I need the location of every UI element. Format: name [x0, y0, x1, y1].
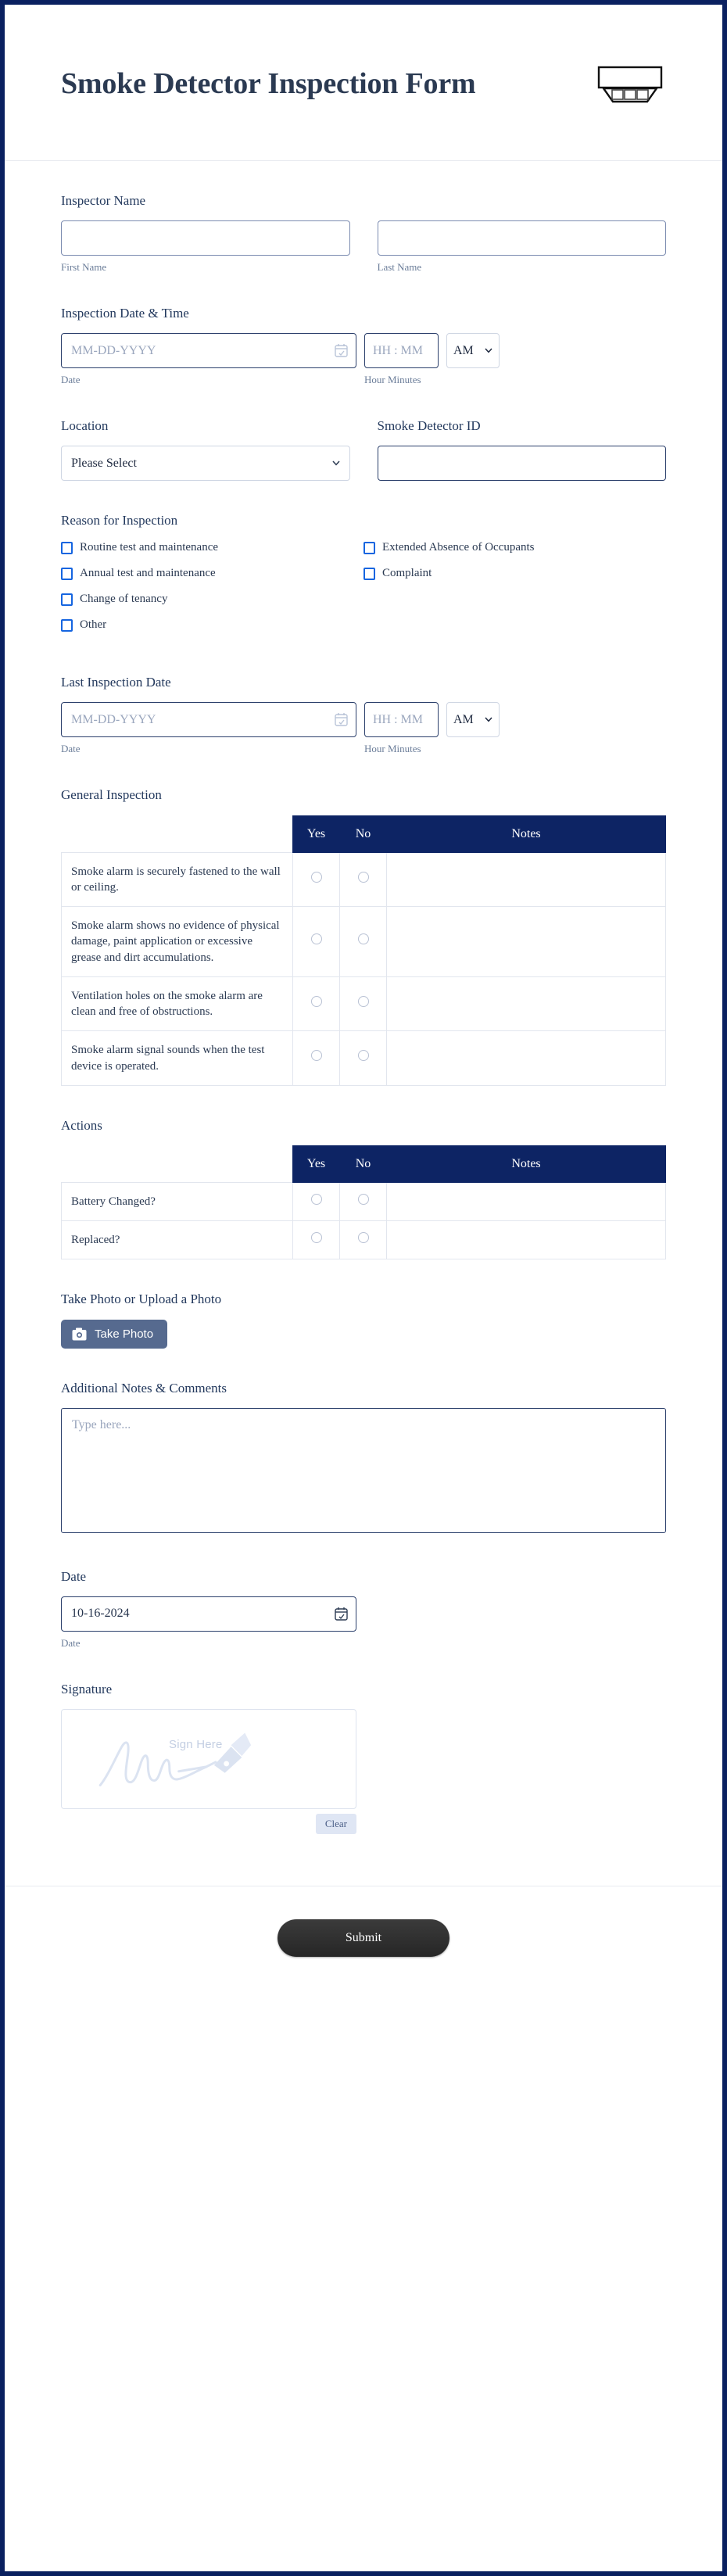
general-inspection-label: General Inspection	[61, 787, 162, 803]
table-row	[62, 852, 666, 907]
row-item-label: Smoke alarm signal sounds when the test device is operated.	[62, 1031, 293, 1086]
last-inspection-ampm-value: AM	[453, 712, 474, 726]
table-header-row	[62, 815, 666, 852]
inspection-ampm-select[interactable]	[446, 333, 500, 368]
last-inspection-time-sublabel: Hour Minutes	[364, 743, 421, 755]
row-item-label: Smoke alarm shows no evidence of physical damage, paint application or excessive grease and dirt accumulations.	[62, 907, 293, 977]
checkbox-routine-test[interactable]	[61, 540, 364, 555]
smoke-detector-icon	[594, 66, 666, 103]
header-no: No	[340, 815, 387, 852]
field-additional-notes	[61, 1380, 666, 1537]
inspection-date-sublabel: Date	[61, 374, 81, 386]
field-inspector-name	[61, 192, 666, 274]
signature-scribble-icon	[62, 1710, 356, 1808]
row-item-label: Ventilation holes on the smoke alarm are clean and free of obstructions.	[62, 976, 293, 1031]
row-yes-cell[interactable]	[293, 976, 340, 1031]
date-field-label: Date	[61, 1568, 87, 1584]
last-inspection-row	[61, 702, 666, 737]
last-inspection-sublabels	[61, 737, 666, 755]
checkbox-complaint[interactable]	[364, 566, 666, 581]
checkbox-box[interactable]	[364, 568, 375, 580]
checkbox-box[interactable]	[364, 542, 375, 554]
date-field-wrap	[61, 1596, 356, 1632]
general-inspection-tbody	[62, 852, 666, 1085]
signature-pad[interactable]	[61, 1709, 356, 1809]
detector-id-col	[378, 417, 667, 481]
field-inspection-datetime	[61, 305, 666, 386]
signature-clear-row	[61, 1814, 356, 1834]
row-no-cell[interactable]	[340, 1031, 387, 1086]
radio-yes[interactable]	[311, 872, 322, 883]
take-photo-button[interactable]	[61, 1320, 167, 1349]
signature-clear-button[interactable]: Clear	[316, 1814, 356, 1834]
location-detector-row	[61, 417, 666, 481]
row-notes-cell[interactable]	[387, 1031, 666, 1086]
checkbox-label: Annual test and maintenance	[80, 567, 216, 580]
logo-wrap	[580, 66, 666, 103]
last-name-col	[378, 220, 667, 274]
row-no-cell[interactable]	[340, 1182, 387, 1220]
table-row	[62, 1182, 666, 1220]
last-inspection-label: Last Inspection Date	[61, 675, 171, 690]
row-notes-cell[interactable]	[387, 907, 666, 977]
field-location-detector	[61, 417, 666, 481]
checkbox-label: Routine test and maintenance	[80, 541, 219, 554]
checkbox-label: Extended Absence of Occupants	[382, 541, 535, 554]
chevron-down-icon	[485, 348, 492, 353]
form-body	[5, 161, 722, 1886]
field-last-inspection-date	[61, 674, 666, 755]
checkbox-change-of-tenancy[interactable]	[61, 592, 364, 607]
last-inspection-ampm-select[interactable]	[446, 702, 500, 737]
form-header	[5, 5, 722, 161]
inspection-time-input[interactable]	[364, 333, 439, 368]
checkbox-extended-absence[interactable]	[364, 540, 666, 555]
header-notes: Notes	[387, 815, 666, 852]
radio-no[interactable]	[358, 1194, 369, 1205]
actions-label: Actions	[61, 1117, 102, 1133]
last-inspection-time-input[interactable]	[364, 702, 439, 737]
last-inspection-date-wrap	[61, 702, 356, 737]
form-footer	[5, 1886, 722, 2004]
header-yes: Yes	[293, 1145, 340, 1182]
row-no-cell[interactable]	[340, 976, 387, 1031]
inspector-name-label: Inspector Name	[61, 193, 146, 208]
checkbox-annual-test[interactable]	[61, 566, 364, 581]
radio-no[interactable]	[358, 1050, 369, 1061]
submit-button[interactable]: Submit	[278, 1919, 449, 1957]
row-yes-cell[interactable]	[293, 907, 340, 977]
chevron-down-icon	[485, 717, 492, 722]
radio-yes[interactable]	[311, 996, 322, 1007]
inspection-date-wrap	[61, 333, 356, 368]
row-no-cell[interactable]	[340, 907, 387, 977]
signature-placeholder: Sign Here	[169, 1737, 223, 1751]
row-yes-cell[interactable]	[293, 1221, 340, 1259]
checkbox-box[interactable]	[61, 593, 73, 606]
table-row	[62, 1031, 666, 1086]
row-notes-cell[interactable]	[387, 852, 666, 907]
first-name-sublabel: First Name	[61, 261, 107, 274]
detector-id-label: Smoke Detector ID	[377, 418, 481, 434]
general-inspection-thead	[62, 815, 666, 852]
row-no-cell[interactable]	[340, 1221, 387, 1259]
location-col	[61, 417, 350, 481]
take-photo-button-label: Take Photo	[95, 1327, 154, 1341]
inspection-datetime-row	[61, 333, 666, 368]
checkbox-other[interactable]	[61, 618, 364, 632]
location-selected-value: Please Select	[71, 456, 137, 470]
row-no-cell[interactable]	[340, 852, 387, 907]
row-notes-cell[interactable]	[387, 1182, 666, 1220]
signature-label: Signature	[61, 1681, 113, 1696]
actions-thead	[62, 1145, 666, 1182]
checkbox-label: Change of tenancy	[80, 592, 168, 605]
row-yes-cell[interactable]	[293, 852, 340, 907]
table-header-row	[62, 1145, 666, 1182]
row-item-label: Smoke alarm is securely fastened to the wall or ceiling.	[62, 852, 293, 907]
last-inspection-date-input[interactable]	[61, 702, 356, 737]
checkbox-box[interactable]	[61, 619, 73, 632]
row-yes-cell[interactable]	[293, 1182, 340, 1220]
checkbox-box[interactable]	[61, 568, 73, 580]
field-signature	[61, 1681, 666, 1834]
radio-no[interactable]	[358, 996, 369, 1007]
first-name-col	[61, 220, 350, 274]
inspection-datetime-sublabels	[61, 368, 666, 386]
last-name-sublabel: Last Name	[377, 261, 422, 274]
row-notes-cell[interactable]	[387, 976, 666, 1031]
last-inspection-date-sublabel: Date	[61, 743, 81, 755]
table-row	[62, 1221, 666, 1259]
header-no: No	[340, 1145, 387, 1182]
chevron-down-icon	[332, 460, 340, 466]
radio-no[interactable]	[358, 872, 369, 883]
actions-table	[61, 1145, 666, 1260]
date-field-sublabel: Date	[61, 1636, 81, 1649]
inspection-datetime-label: Inspection Date & Time	[61, 306, 189, 321]
row-notes-cell[interactable]	[387, 1221, 666, 1259]
row-yes-cell[interactable]	[293, 1031, 340, 1086]
header-yes: Yes	[293, 815, 340, 852]
last-name-input[interactable]	[378, 220, 667, 256]
checkbox-box[interactable]	[61, 542, 73, 554]
header-item	[62, 815, 293, 852]
reason-label: Reason for Inspection	[61, 513, 178, 528]
header-item	[62, 1145, 293, 1182]
checkbox-label: Other	[80, 618, 107, 631]
table-row	[62, 907, 666, 977]
row-item-label: Battery Changed?	[62, 1182, 293, 1220]
inspection-ampm-value: AM	[453, 343, 474, 357]
checkbox-label: Complaint	[382, 567, 432, 580]
inspection-date-input[interactable]	[61, 333, 356, 368]
take-photo-label: Take Photo or Upload a Photo	[61, 1292, 222, 1307]
field-take-photo	[61, 1291, 666, 1348]
radio-yes[interactable]	[311, 1194, 322, 1205]
general-inspection-table	[61, 815, 666, 1086]
first-name-input[interactable]	[61, 220, 350, 256]
page-title: Smoke Detector Inspection Form	[61, 66, 476, 100]
row-item-label: Replaced?	[62, 1221, 293, 1259]
actions-tbody	[62, 1182, 666, 1259]
radio-yes[interactable]	[311, 933, 322, 944]
location-select[interactable]	[61, 446, 350, 481]
inspection-time-sublabel: Hour Minutes	[364, 374, 421, 386]
reason-right-column	[364, 540, 666, 643]
field-date	[61, 1568, 666, 1650]
radio-no[interactable]	[358, 1232, 369, 1243]
radio-yes[interactable]	[311, 1232, 322, 1243]
radio-no[interactable]	[358, 933, 369, 944]
form-sheet	[5, 5, 722, 2571]
field-actions	[61, 1117, 666, 1260]
header-notes: Notes	[387, 1145, 666, 1182]
radio-yes[interactable]	[311, 1050, 322, 1061]
field-reason-for-inspection	[61, 512, 666, 643]
field-general-inspection	[61, 786, 666, 1085]
additional-notes-textarea[interactable]	[61, 1408, 666, 1533]
reason-checkbox-grid	[61, 540, 666, 643]
additional-notes-label: Additional Notes & Comments	[61, 1380, 227, 1395]
location-label: Location	[61, 418, 109, 434]
camera-icon	[72, 1327, 87, 1341]
inspector-name-row	[61, 220, 666, 274]
reason-left-column	[61, 540, 364, 643]
detector-id-input[interactable]	[378, 446, 667, 481]
date-field-input[interactable]	[61, 1596, 356, 1632]
table-row	[62, 976, 666, 1031]
